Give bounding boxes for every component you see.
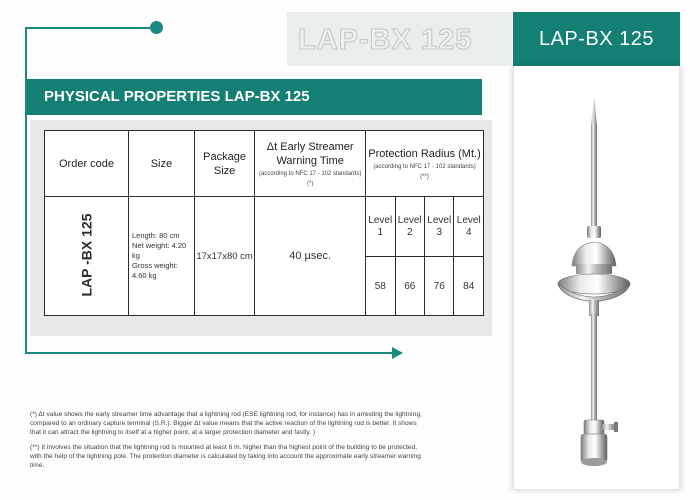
level-4-value: 84 (454, 257, 484, 316)
package-size-value: 17x17x80 cm (194, 197, 254, 316)
connector-line-top (25, 27, 155, 29)
footnote-warning-time: (*) Δt value shows the early streamer time advantage that a lightning rod (ESE lightning rod, for instance) has in arresting the lightning, compared to an ordinary capture terminal (S.R.). Bigger Δt value means that the active reaction of the lightning rod is better. It shows that it can attract the lightning to itself at a higher point, at a larger protection diameter and fastly. ) (30, 411, 422, 436)
connector-dot (150, 21, 163, 34)
physical-properties-table (44, 130, 484, 316)
header-warning-time-note: (according to NFC 17 - 102 standards) (258, 170, 362, 177)
header-package-size: Package Size (194, 131, 254, 197)
size-cell (129, 197, 195, 316)
product-title: LAP-BX 125 (513, 12, 680, 66)
level-4-label: Level 4 (454, 197, 484, 257)
footnote-protection-radius: (**) It involves the situation that the lightning rod is mounted at least 6 m. higher than tha highest point of the building to be protected, with the help of the lightning pole. The protection diameter is calculated by taking into account the approximate early streamer warning time. (30, 444, 421, 469)
header-order-code: Order code (45, 131, 129, 197)
header-warning-time-title: Δt Early Streamer Warning Time (266, 140, 354, 167)
section-title: PHYSICAL PROPERTIES LAP-BX 125 (27, 79, 482, 115)
header-size: Size (129, 131, 195, 197)
connector-line-bottom (25, 352, 395, 354)
level-2-label: Level 2 (395, 197, 424, 257)
header-protection-radius-title: Protection Radius (Mt.) (368, 147, 481, 160)
warning-time-value: 40 µsec. (255, 197, 366, 316)
ghost-title: LAP-BX 125 (298, 24, 473, 56)
arrow-right-icon (392, 347, 403, 359)
table-header-row (45, 131, 484, 197)
order-code-value: LAP -BX 125 (78, 213, 95, 297)
size-gross-weight: Gross weight: 4.60 kg (132, 261, 178, 280)
level-1-label: Level 1 (366, 197, 395, 257)
header-protection-radius-mark: (**) (420, 173, 429, 180)
size-net-weight: Net weight: 4.20 kg (132, 241, 187, 260)
product-image-panel (513, 66, 680, 490)
level-1-value: 58 (366, 257, 395, 316)
lightning-rod-icon (514, 66, 681, 490)
header-protection-radius-note: (according to NFC 17 - 102 standards) (373, 163, 476, 170)
connector-line-left (25, 27, 27, 353)
level-3-value: 76 (425, 257, 454, 316)
header-warning-time-mark: (*) (307, 180, 314, 187)
level-2-value: 66 (395, 257, 424, 316)
header-warning-time (255, 131, 366, 197)
order-code-cell (45, 197, 129, 316)
header-protection-radius (366, 131, 484, 197)
level-3-label: Level 3 (425, 197, 454, 257)
footnotes (30, 410, 425, 476)
table-row (45, 197, 484, 257)
size-length: Length: 80 cm (132, 231, 180, 240)
